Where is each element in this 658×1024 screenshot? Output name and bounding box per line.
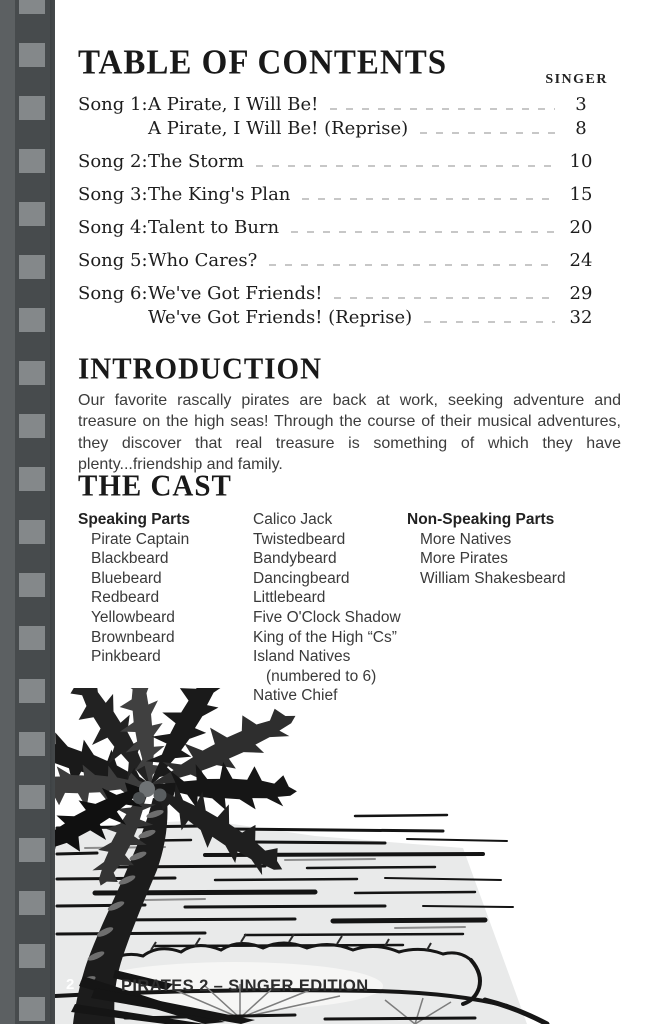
cast-column-header: Speaking Parts [78,511,190,528]
toc-page-number: 8 [575,118,587,139]
palm-tree-illustration [55,688,615,1024]
dotted-leader [256,165,555,167]
toc-song-title: The Storm [148,151,245,172]
cast-member: Bluebeard [91,569,162,587]
cast-member: Blackbeard [91,550,169,568]
introduction-heading: INTRODUCTION [78,352,323,386]
toc-row [78,117,599,140]
toc-song-title: We've Got Friends! [148,283,323,304]
toc-song-title: We've Got Friends! (Reprise) [148,307,413,328]
toc-page-number: 32 [569,307,593,328]
cast-column [407,510,607,706]
toc-page-number: 20 [569,217,593,238]
dotted-leader [291,231,555,233]
cast-member: Twistedbeard [253,530,346,548]
dotted-leader [424,321,555,323]
cast-member: More Pirates [420,550,508,568]
toc-song-title: Who Cares? [148,250,258,271]
toc-song-label: Song 1: [78,94,148,115]
cast-member: Dancingbeard [253,569,350,587]
toc-page-number: 10 [569,151,593,172]
toc-row [78,93,599,116]
dotted-leader [420,132,555,134]
cast-member: Littlebeard [253,589,326,607]
toc-song-label: Song 5: [78,250,148,271]
toc-song-label: Song 3: [78,184,148,205]
toc-song-title: Talent to Burn [148,217,280,238]
footer-book-title: PIRATES 2 – SINGER EDITION [121,977,369,995]
dotted-leader [334,297,555,299]
cast-member: Redbeard [91,589,160,607]
cast-column [253,510,407,706]
toc-row [78,216,599,239]
cast-member: Yellowbeard [91,608,175,626]
cast-member: (numbered to 6) [266,667,377,685]
singer-column-header: SINGER [545,72,608,87]
introduction-paragraph: Our favorite rascally pirates are back at work, seeking adventure and treasure on the high seas! Through the course of their musical adventures, they discover that real treasure is something of which they have plenty...friendship and family. [78,392,621,473]
cast-column-header: Non-Speaking Parts [407,511,555,528]
toc-row [78,150,599,173]
cast-member: Bandybeard [253,550,337,568]
toc-song-label: Song 2: [78,151,148,172]
toc-list [78,93,599,329]
cast-member: William Shakesbeard [420,569,566,587]
cast-member: Brownbeard [91,628,175,646]
toc-song-label: Song 4: [78,217,148,238]
toc-page-number: 15 [569,184,593,205]
cast-member: Pinkbeard [91,648,161,666]
cast-heading: THE CAST [78,469,232,503]
toc-song-title: A Pirate, I Will Be! (Reprise) [148,118,409,139]
footer-page-number: 2 [66,976,75,993]
toc-song-label: Song 6: [78,283,148,304]
toc-song-title: A Pirate, I Will Be! [148,94,319,115]
film-strip-border [0,0,55,1024]
cast-member: Pirate Captain [91,530,190,548]
toc-row [78,183,599,206]
toc-row [78,306,599,329]
toc-song-title: The King's Plan [148,184,291,205]
toc-row [78,249,599,272]
cast-member: King of the High “Cs” [253,628,397,646]
cast-list [78,510,618,706]
cast-member: Calico Jack [253,511,333,528]
cast-column [78,510,253,706]
page-title: TABLE OF CONTENTS [78,44,448,83]
cast-member: Five O'Clock Shadow [253,608,401,626]
toc-row [78,282,599,305]
dotted-leader [302,198,555,200]
cast-member: Native Chief [253,687,338,705]
toc-page-number: 29 [569,283,593,304]
dotted-leader [269,264,555,266]
dotted-leader [330,108,555,110]
cast-member: Island Natives [253,648,351,666]
toc-page-number: 3 [575,94,587,115]
cast-member: More Natives [420,530,512,548]
toc-page-number: 24 [569,250,593,271]
